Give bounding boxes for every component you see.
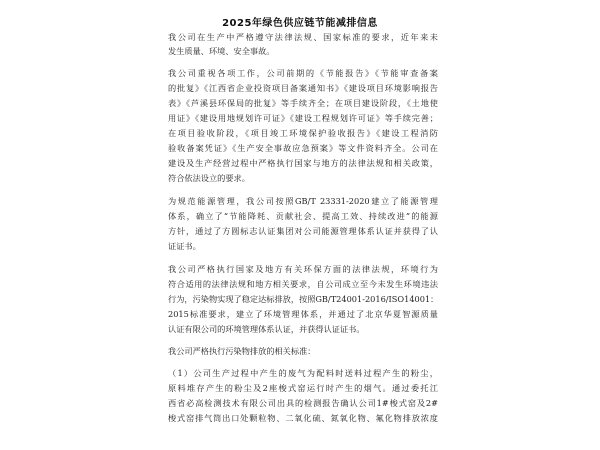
paragraph-line: 我公司严格执行国家及地方有关环保方面的法律法规，环境行为 bbox=[168, 264, 438, 274]
paragraph-line: 表》《芦溪县环保局的批复》等手续齐全；在项目建设阶段，《土地使 bbox=[168, 98, 438, 108]
paragraph-line: 体系，确立了“节能降耗、贡献社会、提高工效、持续改进”的能源 bbox=[168, 211, 438, 221]
paragraph-line: 我公司重视各项工作，公司前期的《节能报告》《节能审查备案 bbox=[168, 68, 438, 78]
paragraph-line: 符合适用的法律法规和地方相关要求，自公司成立至今未发生环境违法 bbox=[168, 279, 438, 289]
paragraph-line: 方针，通过了方圆标志认证集团对公司能源管理体系认证并获得了认 bbox=[168, 226, 438, 236]
paragraph-line: 验收备案凭证》《生产安全事故应急预案》等文件资料齐全。公司在 bbox=[168, 143, 438, 153]
paragraph-line: 梭式窑排气筒出口处颗粒物、二氧化硫、氮氧化物、氟化物排放浓度 bbox=[168, 413, 438, 423]
paragraph-line: 在项目验收阶段，《项目竣工环境保护验收报告》《建设工程消防 bbox=[168, 128, 438, 138]
paragraph-line: 用证》《建设用地规划许可证》《建设工程规划许可证》等手续完善； bbox=[168, 113, 438, 123]
paragraph-line: 原料堆存产生的粉尘及2座梭式窑运行时产生的烟气。通过委托江 bbox=[168, 383, 438, 393]
paragraph-line: 建设及生产经营过程中严格执行国家与地方的法律法规和相关政策， bbox=[168, 158, 438, 168]
paragraph-line: 为规范能源管理，我公司按照GB/T 23331-2020建立了能源管理 bbox=[168, 196, 438, 206]
paragraph-line: 2015标准要求，建立了环境管理体系，并通过了北京华夏智源质量 bbox=[168, 309, 438, 319]
paragraph-line: 符合依法设立的要求。 bbox=[168, 173, 250, 183]
paragraph-line: 证证书。 bbox=[168, 241, 201, 251]
paragraph-line: （1）公司生产过程中产生的废气为配料时送料过程产生的粉尘， bbox=[168, 368, 438, 378]
paragraph-line: 发生质量、环境、安全事故。 bbox=[168, 46, 275, 56]
paragraph-line: 西省必高检测技术有限公司出具的检测报告确认公司1#梭式窑及2# bbox=[168, 398, 438, 408]
paragraph-line: 我公司严格执行污染物排放的相关标准： bbox=[168, 346, 316, 356]
document-title: 2025年绿色供应链节能减排信息 bbox=[222, 18, 378, 29]
paragraph-line: 的批复》《江西省企业投资项目备案通知书》《建设项目环境影响报告 bbox=[168, 83, 438, 93]
paragraph-line: 我公司在生产中严格遵守法律法规、国家标准的要求，近年来未 bbox=[168, 32, 438, 42]
paragraph-line: 认证有限公司的环境管理体系认证，并获得认证证书。 bbox=[168, 324, 365, 334]
paragraph-line: 行为，污染物实现了稳定达标排放，按照GB/T24001-2016/ISO14001： bbox=[168, 294, 438, 304]
